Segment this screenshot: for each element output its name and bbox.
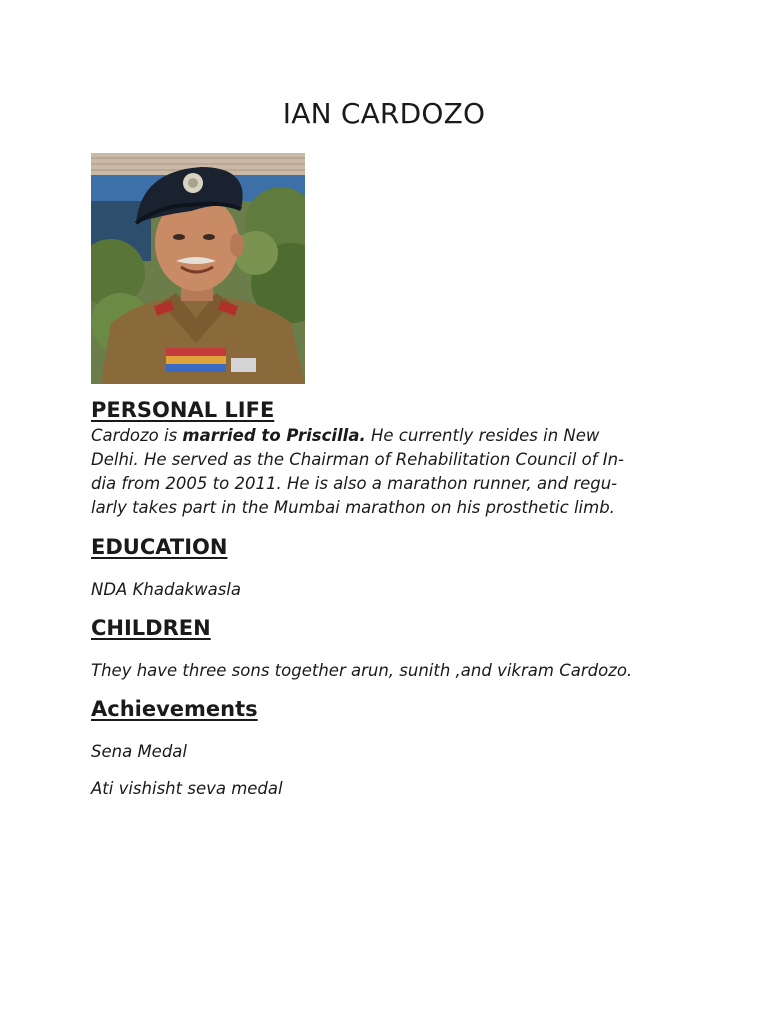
spouse-highlight: married to Priscilla. xyxy=(182,426,366,445)
personal-life-line-1: Cardozo is married to Priscilla. He currently resides in New xyxy=(91,426,600,445)
personal-life-line-3: dia from 2005 to 2011. He is also a marathon runner, and regu- xyxy=(91,474,618,493)
achievement-item: Sena Medal xyxy=(91,742,187,761)
personal-life-line-4: larly takes part in the Mumbai marathon on his prosthetic limb. xyxy=(91,498,615,517)
personal-life-heading: PERSONAL LIFE xyxy=(91,398,275,422)
page-title: IAN CARDOZO xyxy=(282,97,486,130)
children-text: They have three sons together arun, sunith ,and vikram Cardozo. xyxy=(91,661,633,680)
portrait-photo xyxy=(91,153,305,384)
education-text: NDA Khadakwasla xyxy=(91,580,242,599)
personal-life-paragraph xyxy=(91,424,671,520)
education-heading: EDUCATION xyxy=(91,535,228,559)
achievements-heading: Achievements xyxy=(91,697,258,721)
achievement-item: Ati vishisht seva medal xyxy=(91,779,283,798)
children-heading: CHILDREN xyxy=(91,616,211,640)
personal-life-line-2: Delhi. He served as the Chairman of Rehabilitation Council of In- xyxy=(91,450,624,469)
